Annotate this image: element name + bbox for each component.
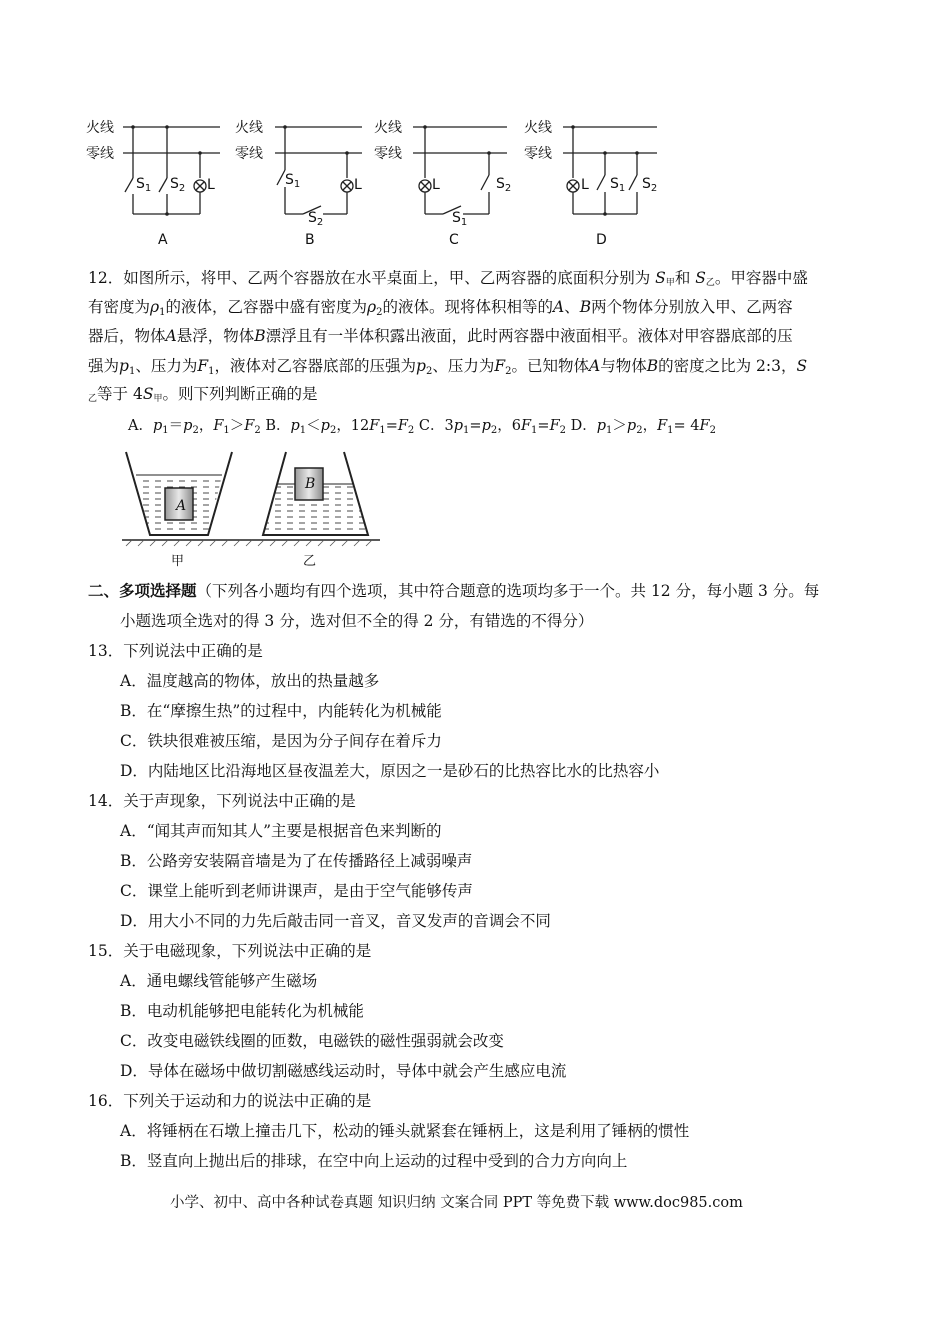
lamp-label: L <box>432 177 440 193</box>
q12-line2: 有密度为$\rho_1$的液体，乙容器中盛有密度为$\rho_2$的液体。现将体积相等的A、B两个物体分别放入甲、乙两容 <box>88 298 793 318</box>
q16-option-a: A．将锤柄在石墩上撞击几下，松动的锤头就紧套在锤柄上，这是利用了锤柄的惯性 <box>120 1122 690 1140</box>
q15-option-a: A．通电螺线管能够产生磁场 <box>120 972 318 990</box>
lamp-label: L <box>354 177 362 193</box>
section2-title: 二、多项选择题 <box>88 581 197 600</box>
q13-option-d: D．内陆地区比沿海地区昼夜温差大，原因之一是砂石的比热容比水的比热容小 <box>120 762 660 780</box>
q16-option-b: B．竖直向上抛出后的排球，在空中向上运动的过程中受到的合力方向向上 <box>120 1152 628 1170</box>
neutral-wire-label-d: 零线 <box>524 146 552 162</box>
q15-stem: 15．关于电磁现象，下列说法中正确的是 <box>88 942 372 960</box>
live-wire-label-d: 火线 <box>524 120 552 136</box>
switch-label: $S_2$ <box>308 210 324 228</box>
q12-options: A．$p_1=p_2$，$F_1>F_2$ B．$p_1<p_2$，$12F_1=F_2$ C．$3p_1=p_2$，$6F_1=F_2$ D．$p_1>p_2$，$F_1= 4F_2$ <box>128 418 716 436</box>
q12-line5: 乙等于 4S甲。则下列判断正确的是 <box>88 385 318 404</box>
neutral-wire-label-b: 零线 <box>235 146 263 162</box>
q13-option-b: B．在“摩擦生热”的过程中，内能转化为机械能 <box>120 702 442 720</box>
live-wire-label-c: 火线 <box>374 120 402 136</box>
switch-label: $S_1$ <box>452 210 468 228</box>
q14-option-b: B．公路旁安装隔音墙是为了在传播路径上减弱噪声 <box>120 852 473 870</box>
live-wire-label-b: 火线 <box>235 120 263 136</box>
q15-option-b: B．电动机能够把电能转化为机械能 <box>120 1002 364 1020</box>
q13-option-a: A．温度越高的物体，放出的热量越多 <box>120 672 380 690</box>
switch-label: $S_2$ <box>496 176 512 194</box>
section2-desc2: 小题选项全选对的得 3 分，选对但不全的得 2 分，有错选的不得分） <box>120 612 594 630</box>
option-label-a: A <box>158 232 168 248</box>
q15-option-d: D．导体在磁场中做切割磁感线运动时，导体中就会产生感应电流 <box>120 1062 567 1080</box>
neutral-wire-label-c: 零线 <box>374 146 402 162</box>
q14-option-d: D．用大小不同的力先后敲击同一音叉，音叉发声的音调会不同 <box>120 912 551 930</box>
container-yi-label: 乙 <box>303 554 317 569</box>
lamp-label: L <box>581 177 589 193</box>
option-label-d: D <box>596 232 607 248</box>
block-b-label: B <box>305 476 316 492</box>
switch-label: $S_1$ <box>136 176 152 194</box>
neutral-wire-label-a: 零线 <box>86 146 114 162</box>
block-a-label: A <box>176 498 187 514</box>
q14-stem: 14．关于声现象，下列说法中正确的是 <box>88 792 356 810</box>
q14-option-c: C．课堂上能听到老师讲课声，是由于空气能够传声 <box>120 882 473 900</box>
switch-label: $S_2$ <box>642 176 658 194</box>
containers-figure <box>118 448 383 568</box>
section2-heading: 二、多项选择题（下列各小题均有四个选项，其中符合题意的选项均多于一个。共 12 分，每小题 3 分。每 <box>88 581 820 600</box>
q14-option-a: A．“闻其声而知其人”主要是根据音色来判断的 <box>120 822 442 840</box>
switch-label: $S_2$ <box>170 176 186 194</box>
q12-line4: 强为$p_1$、压力为$F_1$，液体对乙容器底部的压强为$p_2$、压力为$F_2$。已知物体A与物体B的密度之比为 2:3，S <box>88 357 808 377</box>
option-label-c: C <box>449 232 459 248</box>
q13-stem: 13．下列说法中正确的是 <box>88 642 263 660</box>
page-footer[interactable]: 小学、初中、高中各种试卷真题 知识归纳 文案合同 PPT 等免费下载 www.doc985.com <box>170 1195 743 1211</box>
option-label-b: B <box>305 232 315 248</box>
q15-option-c: C．改变电磁铁线圈的匝数，电磁铁的磁性强弱就会改变 <box>120 1032 504 1050</box>
container-jia-label: 甲 <box>171 554 185 569</box>
switch-label: $S_1$ <box>285 172 301 190</box>
lamp-label: L <box>207 177 215 193</box>
q16-stem: 16．下列关于运动和力的说法中正确的是 <box>88 1092 372 1110</box>
switch-label: $S_1$ <box>610 176 626 194</box>
q12-line1: 12．如图所示，将甲、乙两个容器放在水平桌面上，甲、乙两容器的底面积分别为 S甲和 S乙。甲容器中盛 <box>88 269 808 288</box>
live-wire-label-a: 火线 <box>86 120 114 136</box>
q12-line3: 器后，物体A悬浮，物体B漂浮且有一半体积露出液面，此时两容器中液面相平。液体对甲容器底部的压 <box>88 327 793 345</box>
q13-option-c: C．铁块很难被压缩，是因为分子间存在着斥力 <box>120 732 442 750</box>
